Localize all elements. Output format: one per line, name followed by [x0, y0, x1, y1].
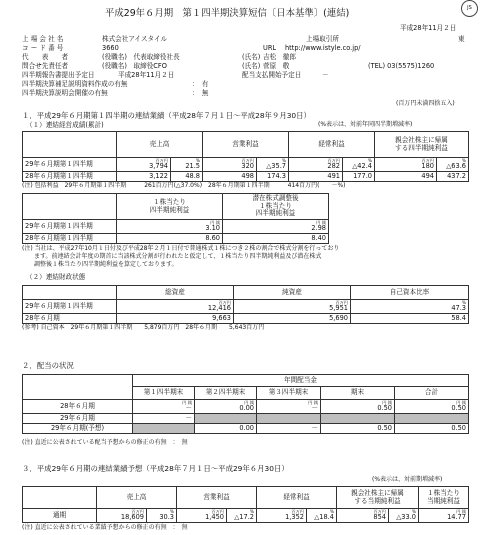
exchange-value: 東 — [458, 35, 465, 43]
cell-value: △42.4 — [352, 161, 372, 170]
header-net-line2: する四半期純利益 — [395, 143, 448, 152]
cell-value: △35.7 — [266, 161, 286, 170]
cell-value: 12,416 — [207, 303, 231, 312]
cell-value: 5,690 — [234, 314, 351, 324]
dividend-start-label: 配当支払開始予定日 — [242, 71, 302, 79]
cell-value: 8.40 — [223, 234, 329, 244]
cell-value: 498 — [203, 172, 257, 182]
unit-label: 円 銭 — [382, 399, 392, 405]
unit-label: 円 銭 — [210, 219, 220, 225]
header-net-line2: する当期純利益 — [354, 496, 401, 505]
eps-note-line3: 調整後１株当たり四半期純利益を算定しております。 — [34, 261, 178, 268]
company-name-label: 上 場 会 社 名 — [22, 35, 64, 43]
cell-value — [395, 414, 469, 424]
cell-value: 48.8 — [171, 172, 203, 182]
cell-value: 0.00 — [195, 424, 257, 434]
unit-label: 百万円 — [291, 508, 304, 514]
exchange-label: 上場取引所 — [306, 35, 339, 43]
page-title: 平成29年６月期 第１四半期決算短信〔日本基準〕(連結) — [105, 8, 350, 19]
cell-value: 0.50 — [451, 403, 466, 412]
row-label: 29年６月期第１四半期 — [23, 158, 117, 172]
header-sales: 売上高 — [117, 132, 203, 158]
table-row — [23, 400, 469, 414]
row-label: 28年６月期第１四半期 — [23, 172, 117, 182]
contact-title: (役職名) 取締役CFO — [102, 62, 167, 70]
row-label: 28年６月期第１四半期 — [23, 234, 117, 244]
dividend-start-value: － — [322, 71, 329, 79]
report-date-label: 四半期報告書提出予定日 — [22, 71, 95, 79]
unit-label: % — [368, 157, 372, 163]
unit-label: 円 銭 — [308, 399, 318, 405]
eps-note-line1: (注) 当社は、平成27年10月１日付及び平成28年２月１日付で普通株式１株につき２株の割合で株式分割を行っており — [22, 245, 340, 252]
header-eps-line2: 四半期純利益 — [149, 205, 190, 214]
exchange-seal: JS — [461, 0, 478, 17]
cell-value: 0.00 — [239, 403, 254, 412]
url-label: URL — [263, 44, 277, 52]
forecast-note: (注) 直近に公表されている業績予想からの修正の有無 ： 無 — [22, 524, 188, 531]
cell-value: △18.4 — [314, 512, 334, 521]
code-label: コ ー ド 番 号 — [22, 44, 64, 52]
row-label: 29年６月期 — [23, 414, 133, 424]
header-eps — [419, 487, 469, 509]
cell-value: △33.0 — [396, 512, 416, 521]
company-url[interactable]: http://www.istyle.co.jp/ — [285, 44, 361, 52]
header-q1: 第１四半期末 — [133, 387, 195, 400]
unit-label: 百万円 — [421, 157, 434, 163]
contact-name-label: (氏名) — [242, 62, 261, 70]
cell-value: 5,951 — [329, 303, 348, 312]
cell-value: － — [185, 403, 192, 412]
eps-table — [22, 193, 329, 244]
section1-sub1: （１）連結経営成績(累計) — [26, 121, 104, 129]
section1-pct-note: (%表示は、対前年同四半期増減率) — [318, 121, 413, 128]
section3-pct-note: (%表示は、対前期増減率) — [372, 476, 443, 483]
header-deps-line1: 潜在株式調整後 — [252, 194, 299, 203]
contact-tel: (TEL) 03(5575)1260 — [368, 62, 435, 70]
cell-value: 58.4 — [351, 314, 469, 324]
table-row — [23, 414, 469, 424]
company-name: 株式会社アイスタイル — [102, 35, 168, 43]
cell-value: － — [133, 414, 195, 424]
contact-name: 菅原 敬 — [263, 62, 290, 70]
code-value: 3660 — [102, 44, 119, 52]
forecast-table — [22, 486, 469, 523]
unit-label: 百万円 — [373, 508, 386, 514]
header-blank — [23, 286, 117, 300]
table-row — [23, 220, 329, 234]
header-blank — [23, 375, 133, 400]
header-q3: 第３四半期末 — [257, 387, 321, 400]
eps-note-line2: ます。前連結会計年度の期首に当該株式分割が行われたと仮定して、１株当たり四半期純利益及び潜在株式 — [34, 253, 322, 260]
cell-value: 180 — [421, 161, 434, 170]
material-label: 四半期決算補足説明資料作成の有無 — [22, 80, 128, 88]
cell-value: 8.60 — [117, 234, 223, 244]
unit-label: 百万円 — [218, 299, 231, 305]
cell-value: 854 — [373, 512, 386, 521]
briefing-label: 四半期決算説明会開催の有無 — [22, 89, 108, 97]
cell-value: 3.10 — [205, 223, 220, 232]
contact-label: 問合せ先責任者 — [22, 62, 69, 70]
header-net-line1: 親会社株主に帰属 — [395, 136, 448, 145]
header-total: 合計 — [395, 387, 469, 400]
section1-heading: １．平成29年６月期第１四半期の連結業績（平成28年７月１日～平成28年９月30日） — [22, 111, 311, 120]
unit-label: 円 銭 — [316, 219, 326, 225]
header-diluted-eps — [223, 194, 329, 220]
header-ordinary-profit: 経常利益 — [289, 132, 375, 158]
cell-value: 30.3 — [159, 512, 174, 521]
row-label: 28年６月期 — [23, 400, 133, 414]
cell-value: 18,609 — [120, 512, 144, 521]
header-net-assets: 純資産 — [234, 286, 351, 300]
cell-value: 491 — [289, 172, 343, 182]
cell-value: 494 — [375, 172, 437, 182]
header-deps-line2: １株当たり — [259, 201, 292, 210]
row-label: 28年６月期 — [23, 314, 117, 324]
unit-label: 円 銭 — [456, 508, 466, 514]
header-blank — [23, 194, 117, 220]
unit-label: 円 銭 — [456, 399, 466, 405]
rep-label: 代 表 者 — [22, 53, 69, 61]
cell-value: 174.3 — [257, 172, 289, 182]
header-eps-line1: １株当たり — [427, 489, 460, 498]
table-row — [23, 234, 329, 244]
table-row — [23, 509, 469, 523]
material-value: ： 有 — [192, 80, 209, 88]
cell-value: － — [257, 424, 321, 434]
cell-value: 1,352 — [285, 512, 304, 521]
unit-label: 百万円 — [211, 508, 224, 514]
cell-value — [257, 414, 321, 424]
row-label: 29年６月期(予想) — [23, 424, 133, 434]
unit-label: 百万円 — [335, 299, 348, 305]
unit-label: 百万円 — [155, 157, 168, 163]
section1-sub2: （２）連結財政状態 — [26, 273, 86, 281]
unit-label: % — [170, 508, 174, 514]
cell-value: 0.50 — [321, 424, 395, 434]
header-equity-ratio: 自己資本比率 — [351, 286, 469, 300]
header-blank — [23, 132, 117, 158]
cell-value: 0.50 — [377, 403, 392, 412]
operating-results-table — [22, 131, 469, 182]
cell-value: 320 — [241, 161, 254, 170]
unit-label: 百万円 — [327, 157, 340, 163]
cell-value: 14.77 — [447, 512, 466, 521]
dividend-note: (注) 直近に公表されている配当予想からの修正の有無 ： 無 — [22, 439, 188, 446]
rounding-note: (百万円未満四捨五入) — [396, 100, 455, 107]
cell-value — [133, 424, 195, 434]
unit-label: % — [412, 508, 416, 514]
cell-value: 2.98 — [311, 223, 326, 232]
header-q2: 第２四半期末 — [195, 387, 257, 400]
cell-value: 0.50 — [395, 424, 469, 434]
briefing-value: ： 無 — [192, 89, 209, 97]
report-date: 平成28年11月２日 — [400, 24, 457, 32]
section3-heading: ３．平成29年６月期の連結業績予想（平成28年７月１日～平成29年６月30日） — [22, 464, 289, 473]
header-ordinary-profit: 経常利益 — [257, 487, 337, 509]
unit-label: % — [462, 299, 466, 305]
cell-value: 3,794 — [149, 161, 168, 170]
header-operating-profit: 営業利益 — [177, 487, 257, 509]
rep-name-label: (氏名) — [242, 53, 261, 61]
header-sales: 売上高 — [97, 487, 177, 509]
table-row — [23, 172, 469, 182]
header-net-profit — [375, 132, 469, 158]
cell-value — [321, 414, 395, 424]
header-eps — [117, 194, 223, 220]
header-net-profit — [337, 487, 419, 509]
unit-label: % — [462, 157, 466, 163]
financial-position-table — [22, 285, 469, 324]
rep-name: 吉松 徹郎 — [263, 53, 296, 61]
unit-label: % — [330, 508, 334, 514]
unit-label: % — [282, 157, 286, 163]
header-blank — [23, 487, 97, 509]
cell-value: 9,663 — [117, 314, 234, 324]
header-total-assets: 総資産 — [117, 286, 234, 300]
cell-value: 21.5 — [185, 161, 200, 170]
unit-label: 百万円 — [131, 508, 144, 514]
unit-label: 百万円 — [241, 157, 254, 163]
header-year-end: 期末 — [321, 387, 395, 400]
table-row — [23, 158, 469, 172]
cell-value: － — [311, 403, 318, 412]
table-row — [23, 424, 469, 434]
cell-value: 1,450 — [205, 512, 224, 521]
cell-value: △17.2 — [234, 512, 254, 521]
dividend-table — [22, 374, 469, 434]
header-eps-line2: 当期純利益 — [427, 496, 460, 505]
cell-value: 282 — [327, 161, 340, 170]
header-operating-profit: 営業利益 — [203, 132, 289, 158]
equity-note: (参考) 自己資本 29年６月期第１四半期 5,879百万円 28年６月期 5,643百万円 — [22, 324, 265, 331]
comprehensive-income-note: (注) 包括利益 29年６月期第１四半期 261百万円(△37.0%) 28年６月期第１四半期 414百万円( －%) — [22, 182, 346, 189]
cell-value: 3,122 — [117, 172, 171, 182]
header-deps-line3: 四半期純利益 — [255, 209, 296, 218]
header-annual-dividend: 年間配当金 — [133, 375, 469, 387]
cell-value: 437.2 — [437, 172, 469, 182]
unit-label: % — [196, 157, 200, 163]
table-row — [23, 300, 469, 314]
unit-label: % — [250, 508, 254, 514]
header-eps-line1: １株当たり — [153, 198, 186, 207]
header-net-line1: 親会社株主に帰属 — [351, 489, 404, 498]
cell-value: 177.0 — [343, 172, 375, 182]
unit-label: 円 銭 — [182, 399, 192, 405]
rep-title: (役職名) 代表取締役社長 — [102, 53, 180, 61]
report-date-value: 平成28年11月２日 — [118, 71, 175, 79]
row-label: 通期 — [23, 509, 97, 523]
cell-value: 47.3 — [451, 303, 466, 312]
cell-value: △63.6 — [446, 161, 466, 170]
row-label: 29年６月期第１四半期 — [23, 300, 117, 314]
table-row — [23, 314, 469, 324]
unit-label: 円 銭 — [244, 399, 254, 405]
section2-heading: ２．配当の状況 — [22, 361, 74, 370]
row-label: 29年６月期第１四半期 — [23, 220, 117, 234]
cell-value — [195, 414, 257, 424]
